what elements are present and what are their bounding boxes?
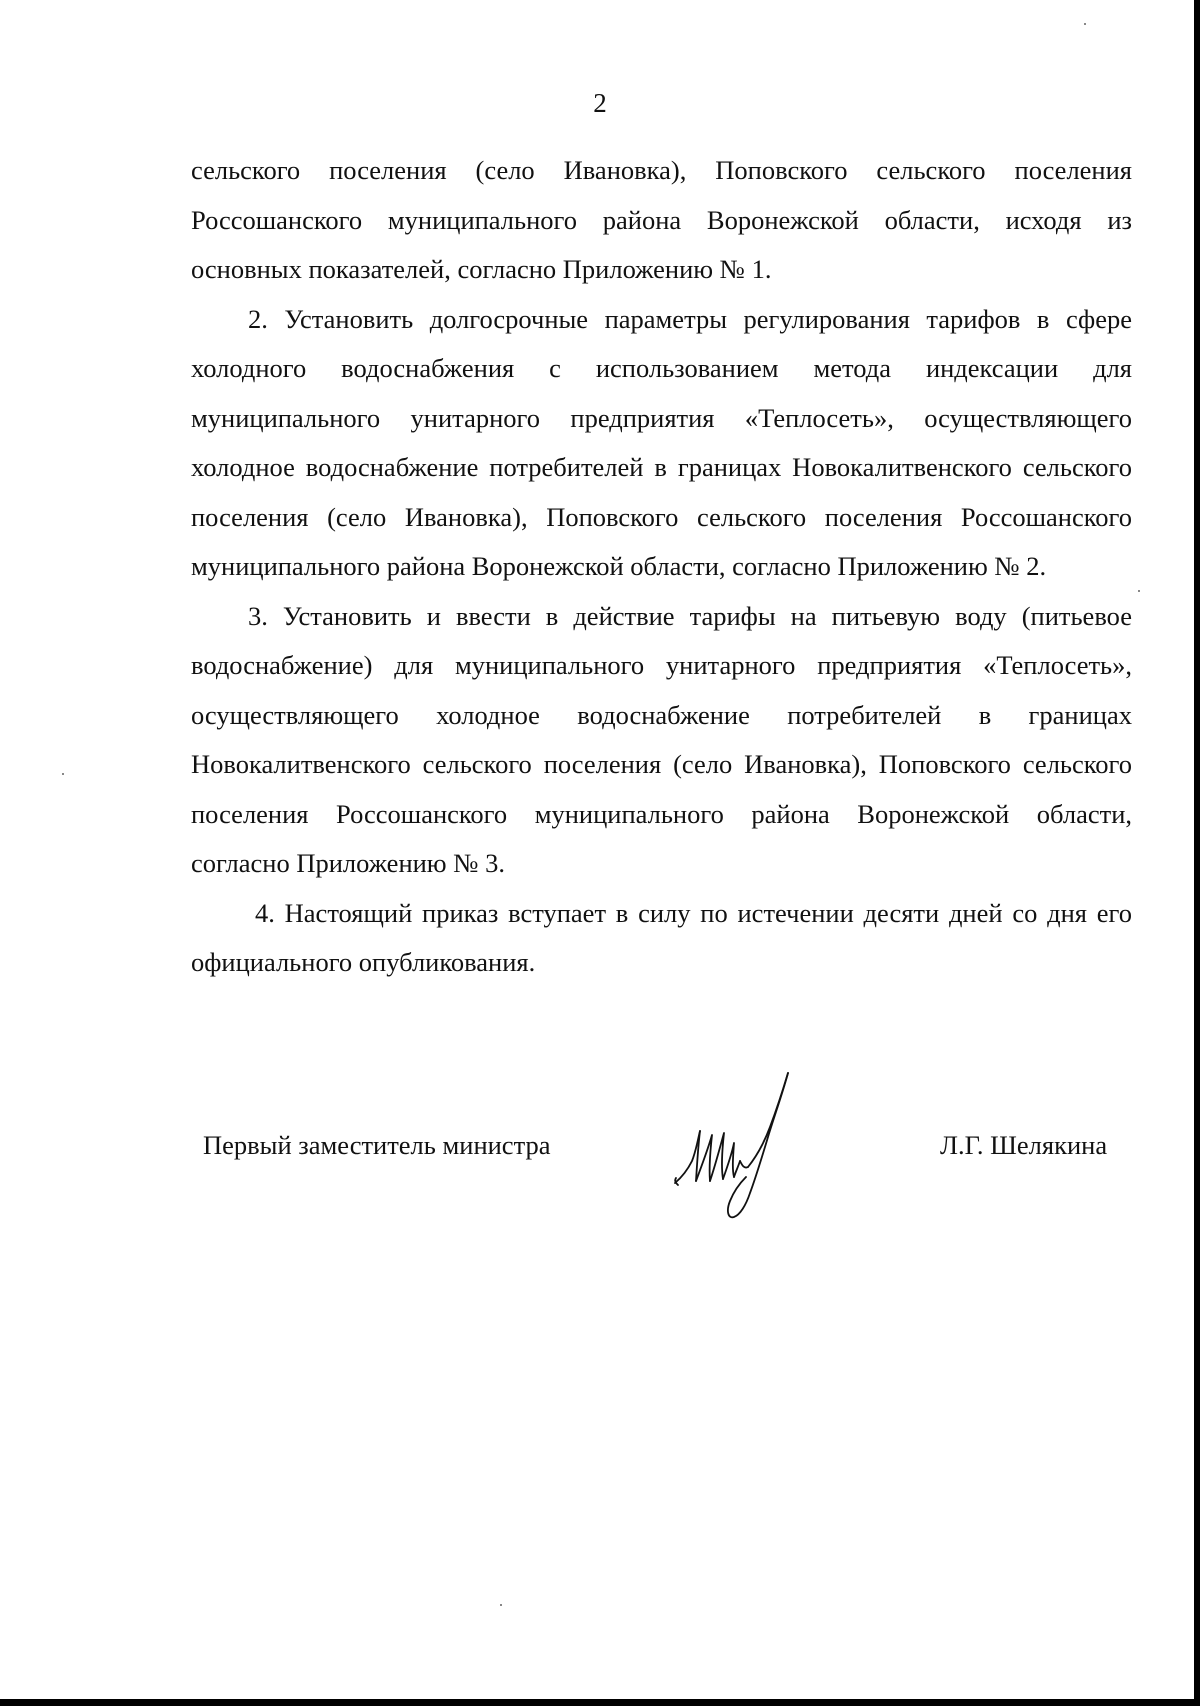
- scan-speck: [500, 1604, 502, 1606]
- scan-speck: [62, 773, 64, 775]
- handwritten-signature: [670, 1065, 810, 1225]
- page-number: 2: [593, 88, 607, 118]
- scan-speck: [1084, 23, 1086, 25]
- scan-edge-bottom: [0, 1699, 1200, 1706]
- paragraph-item-2: 2. Установить долгосрочные параметры регулирования тарифов в сфере холодного водоснабжения с использованием метода индексации для муниципального унитарного предприятия «Теплосеть», осуществляющего холодное водоснабжение потребителей в границах Новокалитвенского сельского поселения (село Ивановка), Поповского сельского поселения Россошанского муниципального района Воронежской области, согласно Приложению № 2.: [191, 303, 1132, 581]
- scan-speck: [1138, 590, 1140, 592]
- scan-edge-right: [1194, 0, 1200, 1706]
- paragraph-item-4: 4. Настоящий приказ вступает в силу по истечении десяти дней со дня его официального опубликования.: [191, 897, 1132, 977]
- signature-block: [0, 1130, 1200, 1190]
- signatory-name: Л.Г. Шелякина: [940, 1130, 1108, 1160]
- paragraph-continuation: сельского поселения (село Ивановка), Поповского сельского поселения Россошанского муниципального района Воронежской области, исходя из основных показателей, согласно Приложению № 1.: [191, 155, 1132, 284]
- document-body: [191, 146, 1132, 988]
- paragraph-item-3: 3. Установить и ввести в действие тарифы на питьевую воду (питьевое водоснабжение) для муниципального унитарного предприятия «Теплосеть», осуществляющего холодное водоснабжение потребителей в границах Новокалитвенского сельского поселения (село Ивановка), Поповского сельского поселения Россошанского муниципального района Воронежской области, согласно Приложению № 3.: [191, 600, 1132, 878]
- signatory-position: Первый заместитель министра: [203, 1130, 551, 1160]
